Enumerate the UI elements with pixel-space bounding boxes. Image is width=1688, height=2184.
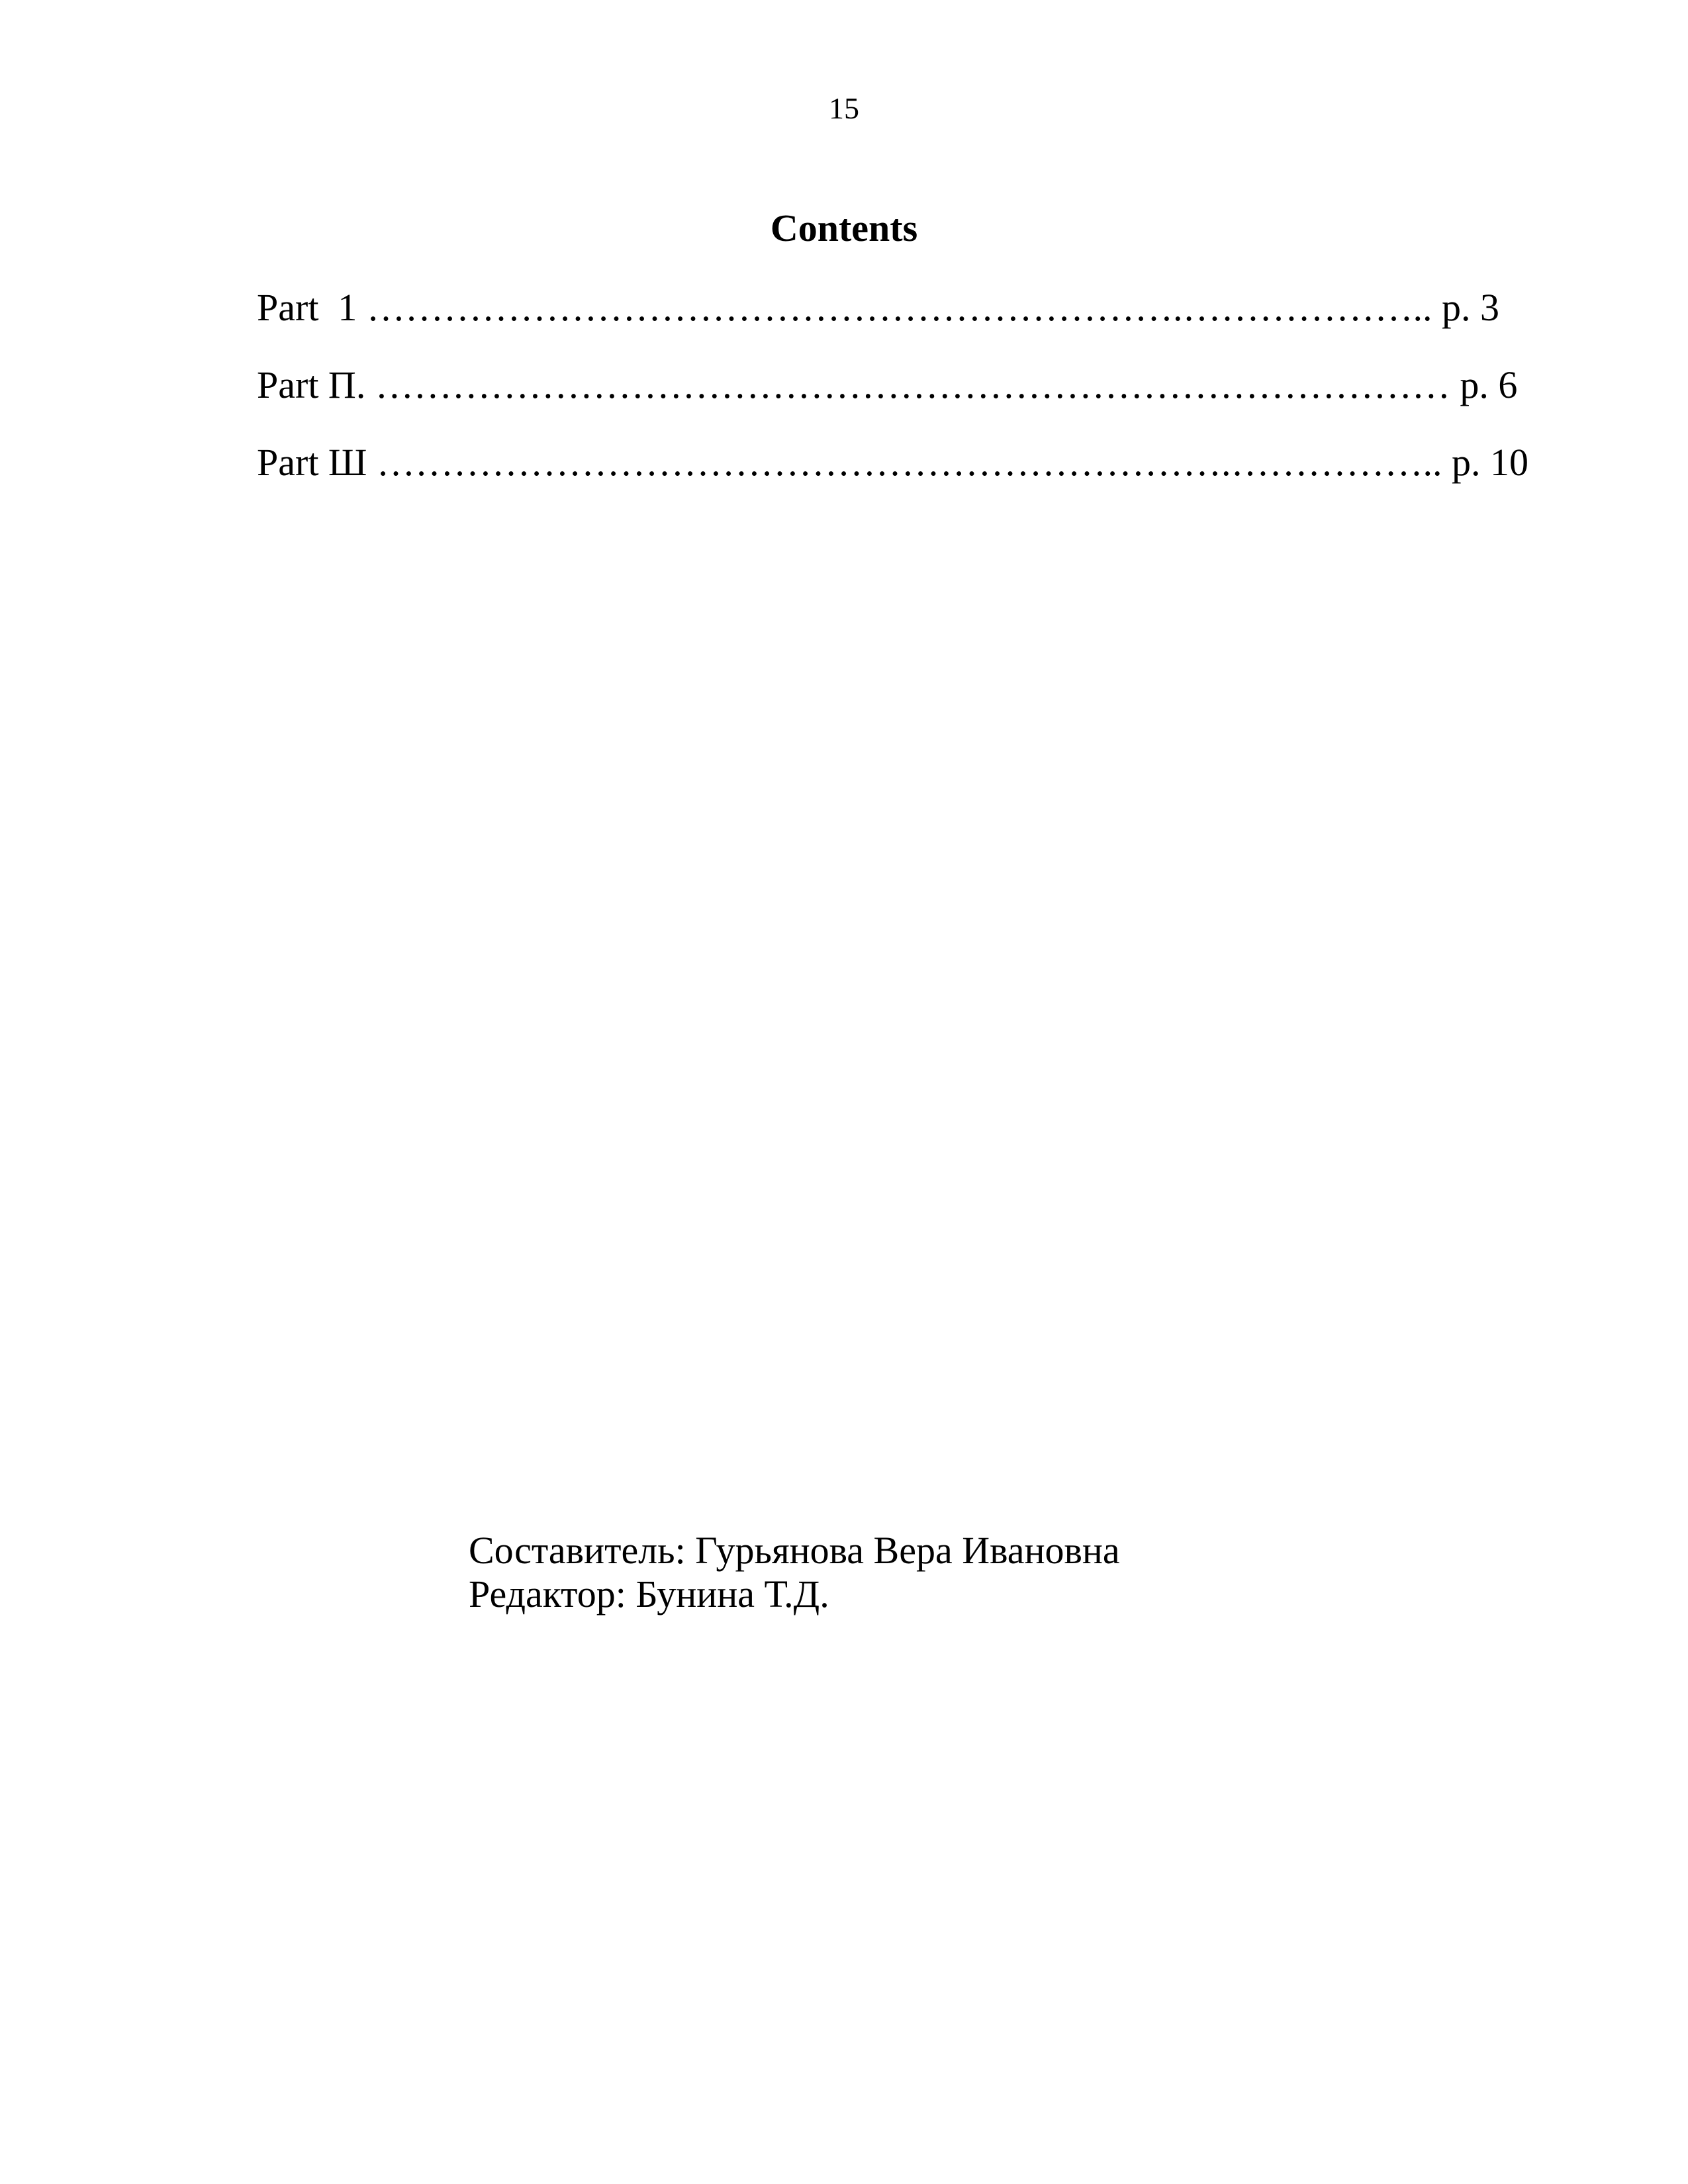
toc-entry-part-2 xyxy=(257,362,1517,408)
toc-entry-part-1 xyxy=(257,285,1499,331)
toc-entry-page: p. 10 xyxy=(1442,441,1528,484)
toc-entry-page: p. 3 xyxy=(1432,286,1499,329)
page-number: 15 xyxy=(829,91,859,125)
toc-entry-label: Part П. xyxy=(257,363,375,406)
credits-block xyxy=(469,1529,1120,1616)
editor-credit: Редактор: Бунина Т.Д. xyxy=(469,1572,829,1615)
page-title: Contents xyxy=(770,206,918,250)
toc-entry-label: Part Ш xyxy=(257,441,377,484)
toc-entry-leader: ……………………………………………………….……………….. xyxy=(366,286,1432,329)
toc-entry-label: Part 1 xyxy=(257,286,367,329)
toc-entry-leader: ………………………………………………………….…………….. xyxy=(376,441,1442,484)
toc-entry-part-3 xyxy=(257,439,1528,486)
compiler-credit: Составитель: Гурьянова Вера Ивановна xyxy=(469,1529,1120,1572)
toc-entry-page: p. 6 xyxy=(1450,363,1518,406)
toc-entry-leader: ………………………………………………………………………… xyxy=(375,363,1450,406)
